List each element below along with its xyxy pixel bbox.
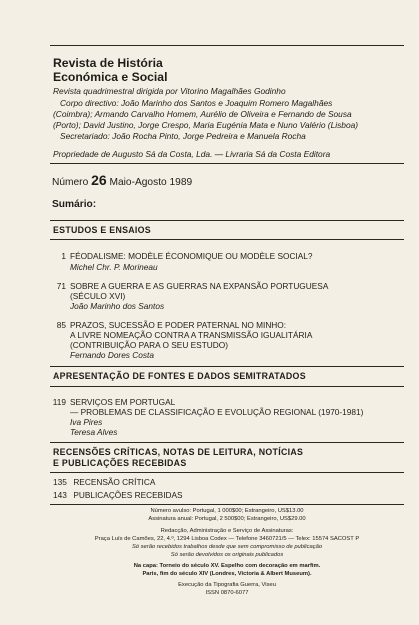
section-recensoes-line2: E PUBLICAÇÕES RECEBIDAS bbox=[53, 458, 187, 468]
page-number: 85 bbox=[56, 320, 66, 330]
recensao-item bbox=[53, 490, 183, 500]
issue-line bbox=[52, 173, 192, 190]
issue-prefix: Número bbox=[52, 177, 89, 188]
entry-title-cont: A LIVRE NOMEAÇÃO CONTRA A TRANSMISSÃO IGUALITÁRIA bbox=[70, 330, 313, 340]
board-line-2: (Coimbra); Armando Carvalho Homem, Aurélio de Oliveira e Fernando de Sousa bbox=[53, 109, 352, 119]
page-number: 119 bbox=[52, 397, 66, 407]
header-rule bbox=[50, 163, 404, 164]
section-rule-2-bottom bbox=[50, 386, 404, 387]
printer-line: Execução da Tipografia Guerra, Viseu bbox=[178, 582, 276, 588]
cover-note-1: Na capa: Torneio do século XV. Espelho com decoração em marfim. bbox=[133, 563, 321, 569]
issue-period: Maio-Agosto 1989 bbox=[109, 177, 193, 188]
issn-line: ISSN 0870-6077 bbox=[205, 590, 249, 596]
section-apresentacao: APRESENTAÇÃO DE FONTES E DADOS SEMITRATADOS bbox=[53, 371, 306, 381]
footer-rule bbox=[50, 504, 404, 505]
entry-title: PRAZOS, SUCESSÃO E PODER PATERNAL NO MINHO: bbox=[70, 320, 287, 330]
page-number: 135 bbox=[53, 477, 67, 487]
section-rule-2-top bbox=[50, 366, 404, 367]
submission-note-1: Só serão recebidos trabalhos desde que sem compromisso de publicação bbox=[131, 544, 323, 550]
section-recensoes-line1: RECENSÕES CRÍTICAS, NOTAS DE LEITURA, NOTÍCIAS bbox=[53, 447, 304, 457]
cover-note-2: Paris, fim do século XIV (Londres, Victoria & Albert Museum). bbox=[142, 571, 312, 577]
page-number: 71 bbox=[56, 281, 66, 291]
contents-page bbox=[50, 0, 404, 625]
page-number: 143 bbox=[53, 490, 67, 500]
page-number: 1 bbox=[61, 251, 66, 261]
price-single: Número avulso: Portugal, 1 000$00; Estrangeiro, US$13.00 bbox=[150, 508, 304, 514]
admin-heading: Redacção, Administração e Serviço de Assinaturas: bbox=[160, 528, 294, 534]
entry-author: Iva Pires bbox=[70, 417, 103, 427]
issue-number: 26 bbox=[91, 172, 107, 188]
entry-author: Michel Chr. P. Morineau bbox=[70, 262, 158, 272]
secretariat-line: Secretariado: João Rocha Pinto, Jorge Pedreira e Manuela Rocha bbox=[60, 131, 306, 141]
entry-author: João Marinho dos Santos bbox=[70, 301, 165, 311]
entry-title: FÉODALISME: MODÈLE ÉCONOMIQUE OU MODÈLE SOCIAL? bbox=[70, 251, 313, 261]
entry-title-cont: (SÉCULO XVI) bbox=[70, 291, 126, 301]
entry-title-cont: — PROBLEMAS DE CLASSIFICAÇÃO E EVOLUÇÃO REGIONAL (1970-1981) bbox=[70, 407, 364, 417]
journal-title-line1: Revista de História bbox=[53, 56, 163, 70]
board-line-1: Corpo directivo: João Marinho dos Santos e Joaquim Romero Magalhães bbox=[60, 98, 333, 108]
board-line-3: (Porto); David Justino, Jorge Crespo, Maria Eugénia Mata e Nuno Valério (Lisboa) bbox=[53, 120, 359, 130]
ownership-line: Propriedade de Augusto Sá da Costa, Lda. — Livraria Sá da Costa Editora bbox=[53, 149, 331, 159]
entry-author: Teresa Alves bbox=[70, 427, 118, 437]
section-rule-1-bottom bbox=[50, 239, 404, 240]
journal-title-line2: Económica e Social bbox=[53, 70, 168, 84]
recensao-label: RECENSÃO CRÍTICA bbox=[73, 477, 156, 487]
recensao-label: PUBLICAÇÕES RECEBIDAS bbox=[73, 490, 183, 500]
recensao-item bbox=[53, 477, 155, 487]
entry-title-cont: (CONTRIBUIÇÃO PARA O SEU ESTUDO) bbox=[70, 340, 228, 350]
entry-title: SERVIÇOS EM PORTUGAL bbox=[70, 397, 176, 407]
section-rule-1-top bbox=[50, 220, 404, 221]
submission-note-2: Só serão devolvidos os originais publicados bbox=[170, 552, 284, 558]
price-annual: Assinatura anual: Portugal, 2 500$00; Estrangeiro, US$29.00 bbox=[148, 516, 306, 522]
section-estudos: ESTUDOS E ENSAIOS bbox=[53, 225, 151, 235]
entry-author: Fernando Dores Costa bbox=[70, 350, 154, 360]
director-line: Revista quadrimestral dirigida por Vitorino Magalhães Godinho bbox=[53, 86, 286, 96]
entry-title: SOBRE A GUERRA E AS GUERRAS NA EXPANSÃO PORTUGUESA bbox=[70, 281, 329, 291]
top-rule bbox=[50, 45, 404, 46]
section-rule-3-top bbox=[50, 442, 404, 443]
section-rule-3-bottom bbox=[50, 472, 404, 473]
summary-heading: Sumário: bbox=[52, 199, 97, 210]
admin-address: Praça Luís de Camões, 22, 4.º, 1294 Lisboa Codex — Telefone 3460721/5 — Telex: 15574 SACOST P bbox=[94, 536, 360, 542]
